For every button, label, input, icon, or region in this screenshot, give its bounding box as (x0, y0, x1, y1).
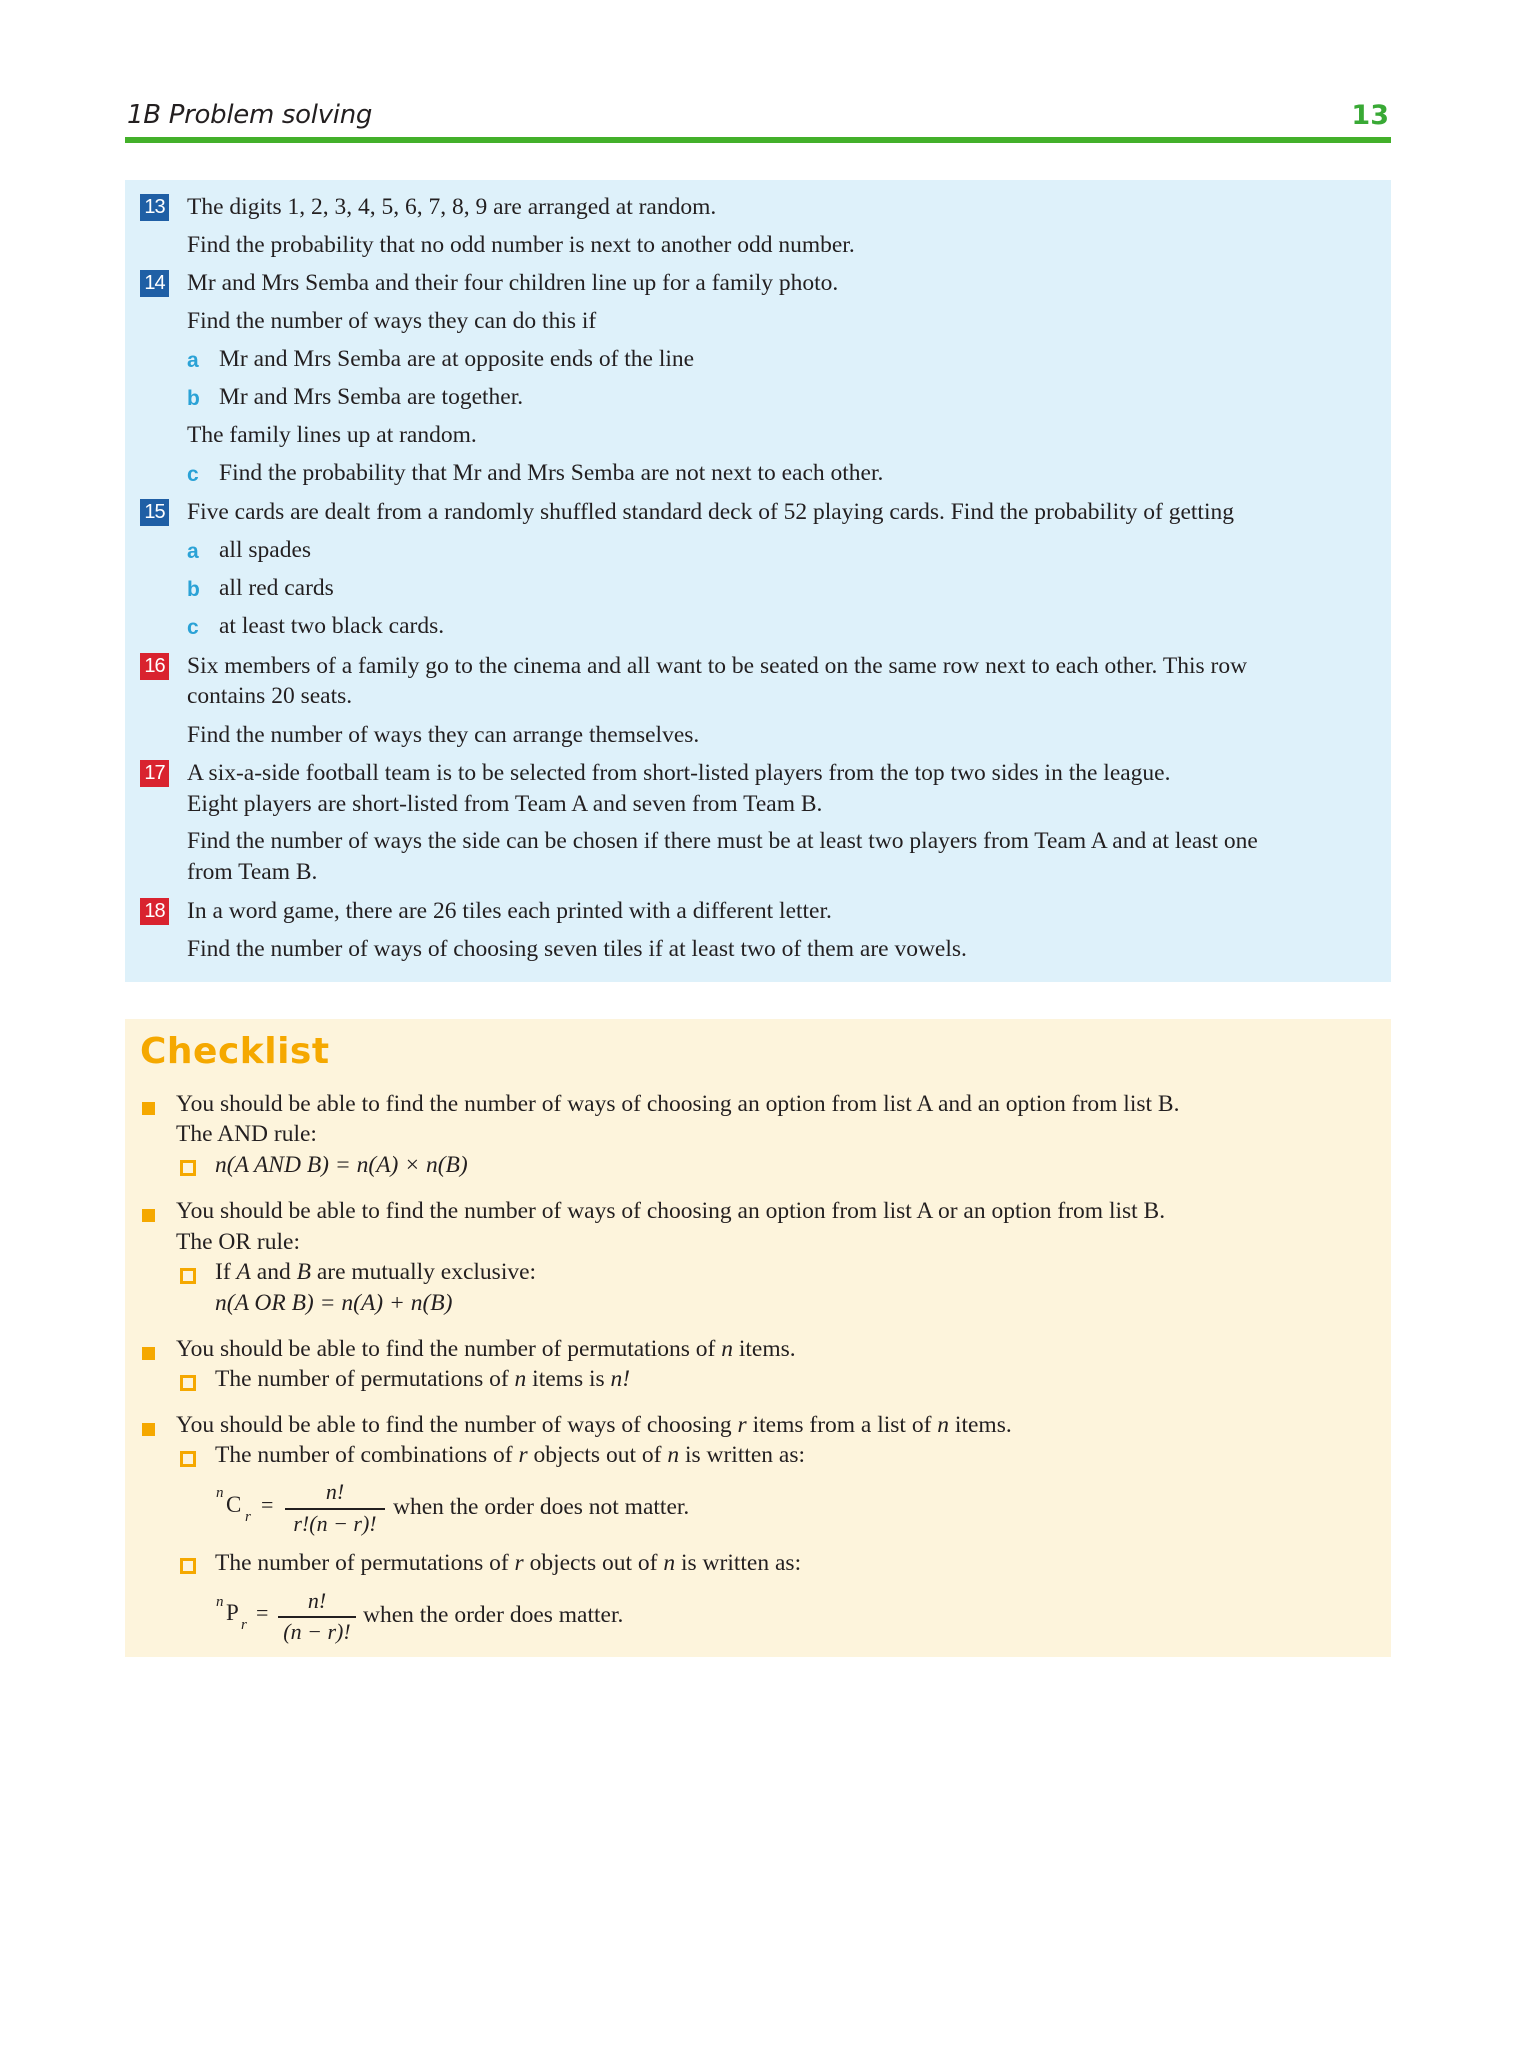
and-rule-formula: n(A AND B) = n(A) × n(B) (215, 1152, 468, 1178)
question-text: Eight players are short-listed from Team A and seven from Team B. (187, 791, 823, 817)
part-letter: c (187, 616, 199, 639)
question-number: 15 (140, 499, 169, 526)
part-text: Mr and Mrs Semba are at opposite ends of the line (219, 346, 695, 372)
checklist-item-text: You should be able to find the number of ways of choosing an option from list A or an option from list B. (176, 1198, 1166, 1224)
bullet-hollow-square-icon (180, 1558, 196, 1574)
question-text: Find the probability that no odd number is next to another odd number. (187, 232, 855, 258)
checklist-item-text: You should be able to find the number of ways of choosing an option from list A and an option from list B. (176, 1091, 1180, 1117)
part-letter: b (187, 387, 200, 410)
question-text: In a word game, there are 26 tiles each printed with a different letter. (187, 898, 832, 924)
page-number: 13 (1351, 100, 1389, 131)
part-text: all spades (219, 537, 312, 563)
checklist-sub-text: The number of permutations of n items is n! (215, 1366, 631, 1392)
checklist-item-text: The AND rule: (176, 1121, 317, 1147)
question-text: from Team B. (187, 859, 318, 885)
question-number: 16 (140, 653, 169, 680)
fraction-numerator: n! (307, 1588, 327, 1613)
question-text: The digits 1, 2, 3, 4, 5, 6, 7, 8, 9 are arranged at random. (187, 194, 717, 220)
bullet-hollow-square-icon (180, 1160, 196, 1176)
checklist-box: Checklist You should be able to find the number of ways of choosing an option from list A and an option from list B. The AND rule: n(A AND B) = n(A) × n(B) You should be able to find the number of ways of choosing an option from list A or an option from list B. The OR rule: If A and B are mutually exclusive: n(A OR B) = n(A) + n(B) You should be able to find the number of permutations of n items. The number of permutations of n items is n! You should be able to find the number of ways of choosing r items from a list of n items. The number of combinations of r objects out of n is written as: n C r = n! r!(n − r)! when the order does not matter. The number of permutations of r objects out of n is written as: n P r = n! (n − r)! when the order does matter. (125, 1019, 1391, 1657)
header-rule (125, 137, 1391, 143)
part-letter: a (187, 540, 199, 563)
question-text: Mr and Mrs Semba and their four children line up for a family photo. (187, 270, 839, 296)
part-letter: b (187, 578, 200, 601)
part-letter: a (187, 349, 199, 372)
question-text: Six members of a family go to the cinema and all want to be seated on the same row next to each other. This row (187, 653, 1248, 679)
part-text: Find the probability that Mr and Mrs Semba are not next to each other. (219, 460, 884, 486)
question-text: A six-a-side football team is to be selected from short-listed players from the top two sides in the league. (187, 760, 1171, 786)
question-text: Five cards are dealt from a randomly shuffled standard deck of 52 playing cards. Find the probability of getting (187, 499, 1234, 525)
formula-note: when the order does matter. (363, 1602, 624, 1628)
question-text: contains 20 seats. (187, 683, 353, 709)
bullet-square-icon (142, 1209, 155, 1222)
part-text: at least two black cards. (219, 613, 445, 639)
checklist-sub-text: The number of combinations of r objects out of n is written as: (215, 1442, 806, 1468)
page-header (125, 98, 1391, 142)
question-text: Find the number of ways they can do this if (187, 308, 597, 334)
question-text: Find the number of ways they can arrange themselves. (187, 722, 700, 748)
section-title: 1B Problem solving (127, 100, 373, 130)
part-text: all red cards (219, 575, 334, 601)
question-number: 17 (140, 760, 169, 787)
checklist-item-text: The OR rule: (176, 1229, 300, 1255)
fraction-bar (278, 1616, 356, 1618)
fraction-numerator: n! (325, 1479, 345, 1504)
checklist-title: Checklist (140, 1031, 330, 1072)
exercise-box (125, 180, 1391, 982)
part-text: Mr and Mrs Semba are together. (219, 384, 524, 410)
or-rule-formula: n(A OR B) = n(A) + n(B) (215, 1290, 453, 1316)
bullet-hollow-square-icon (180, 1375, 196, 1391)
question-text: The family lines up at random. (187, 422, 477, 448)
checklist-sub-text: The number of permutations of r objects out of n is written as: (215, 1550, 802, 1576)
question-text: Find the number of ways of choosing seven tiles if at least two of them are vowels. (187, 936, 967, 962)
checklist-item-text: You should be able to find the number of ways of choosing r items from a list of n items. (176, 1412, 1012, 1438)
checklist-sub-text: If A and B are mutually exclusive: (215, 1259, 537, 1285)
question-text: Find the number of ways the side can be chosen if there must be at least two players from Team A and at least one (187, 828, 1258, 854)
fraction-bar (285, 1508, 385, 1510)
question-number: 18 (140, 898, 169, 925)
bullet-square-icon (142, 1102, 155, 1115)
fraction-denominator: r!(n − r)! (293, 1511, 377, 1536)
bullet-square-icon (142, 1347, 155, 1360)
question-number: 14 (140, 270, 169, 297)
fraction-denominator: (n − r)! (283, 1619, 351, 1644)
question-number: 13 (140, 194, 169, 221)
bullet-hollow-square-icon (180, 1451, 196, 1467)
bullet-hollow-square-icon (180, 1268, 196, 1284)
bullet-square-icon (142, 1423, 155, 1436)
checklist-item-text: You should be able to find the number of permutations of n items. (176, 1336, 796, 1362)
part-letter: c (187, 463, 199, 486)
formula-note: when the order does not matter. (393, 1494, 690, 1520)
